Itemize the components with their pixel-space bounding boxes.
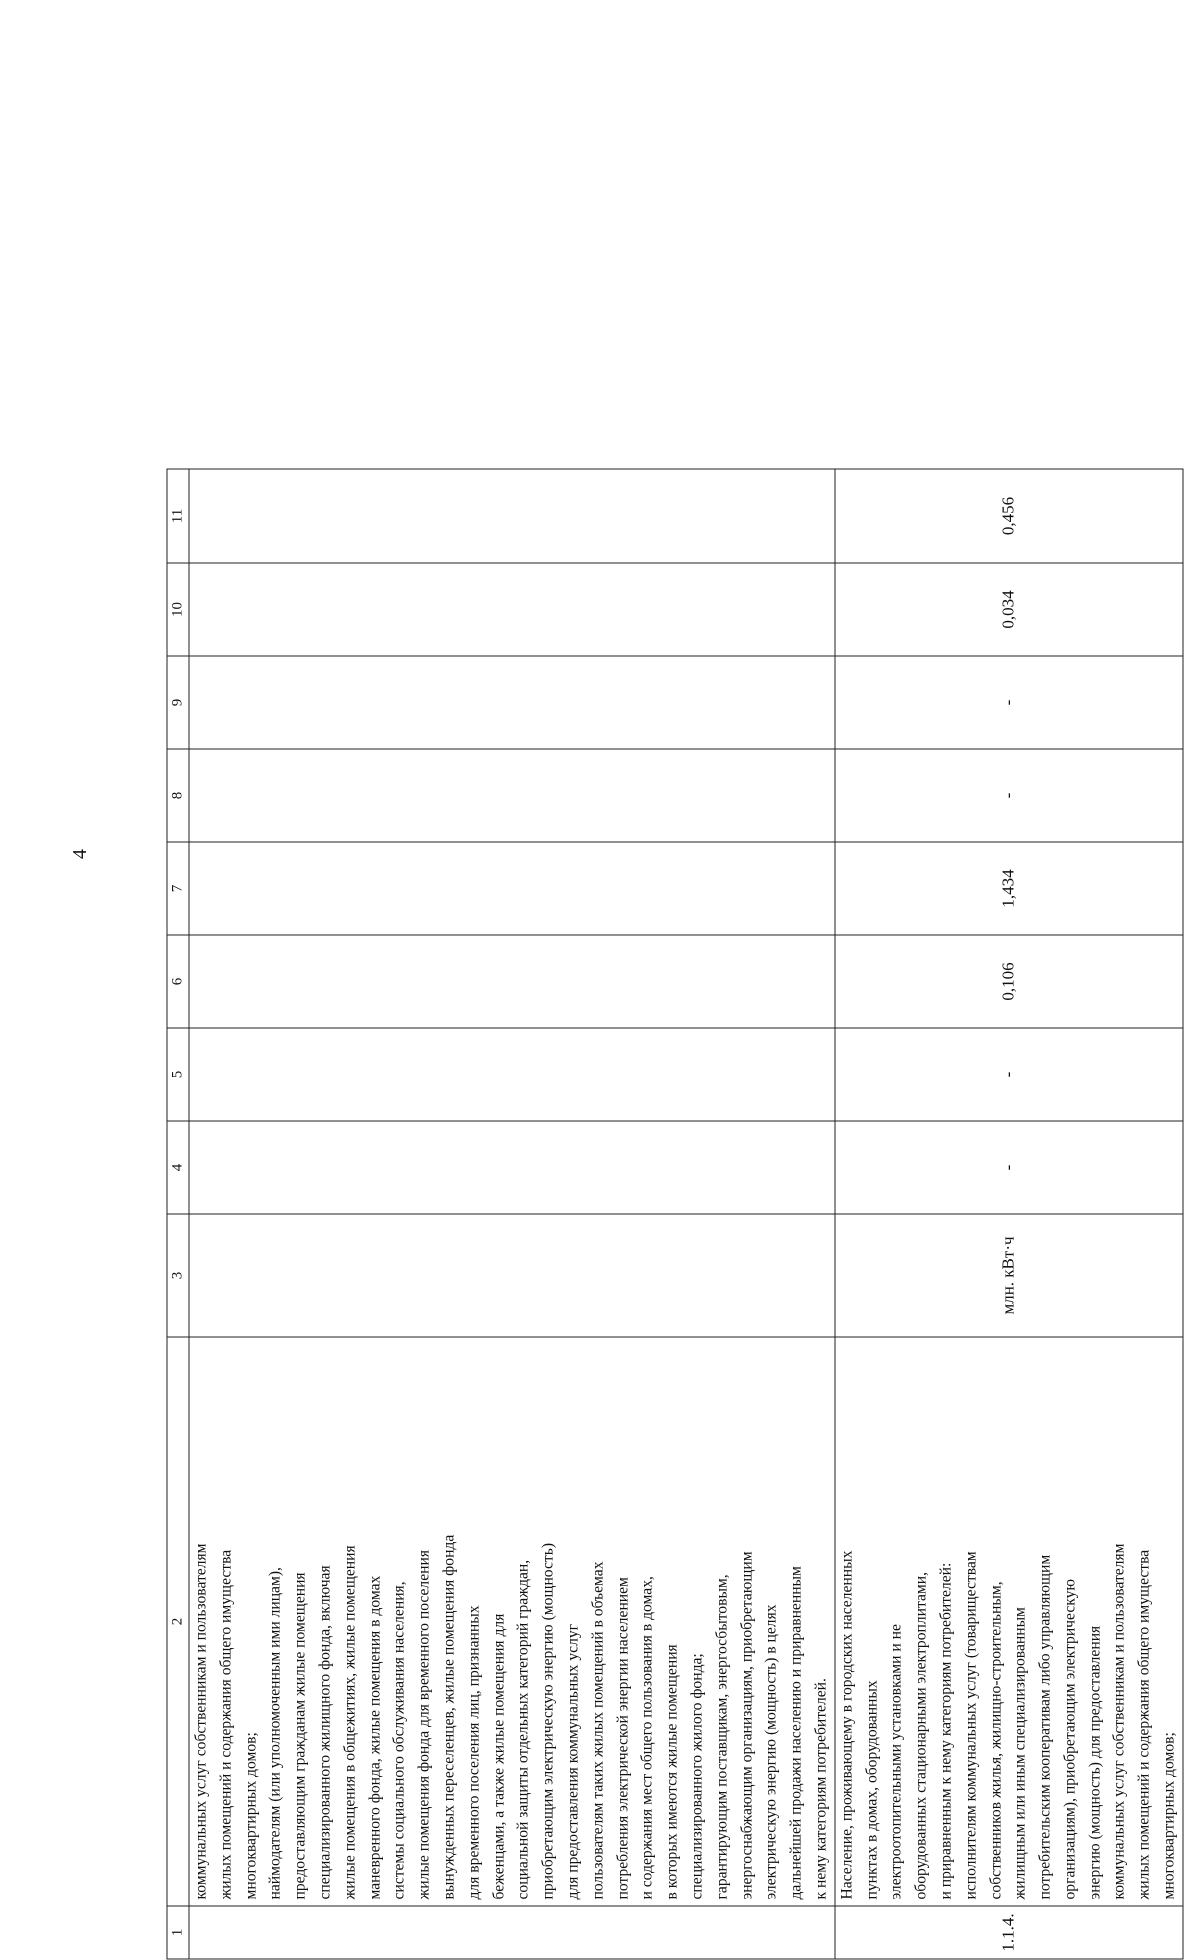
value-cell: 0,106 <box>835 935 1183 1028</box>
value-cell <box>189 749 835 842</box>
description-line: электроотопительными установками и не <box>887 1624 905 1900</box>
column-number: 1 <box>167 1906 189 1959</box>
description-line: жилых помещений и содержания общего имущества <box>1135 1549 1153 1900</box>
description-line: дальнейшей продажи населению и приравненным <box>787 1566 805 1900</box>
description-line: жилые помещения фонда для временного поселения <box>415 1550 433 1900</box>
column-number: 2 <box>167 1337 189 1906</box>
description-line: многоквартирных домов; <box>242 1732 260 1900</box>
column-number: 8 <box>167 749 189 842</box>
value-cell: 1,434 <box>835 842 1183 935</box>
description-line: пунктах в домах, оборудованных <box>863 1680 881 1900</box>
description-line: специализированного жилого фонда; <box>688 1653 706 1900</box>
description-line: многоквартирных домов; <box>1160 1732 1178 1900</box>
rotated-table-sheet <box>167 472 1178 1960</box>
value-cell <box>189 563 835 656</box>
column-number: 10 <box>167 563 189 656</box>
table-row-continuation <box>189 469 835 1959</box>
column-number: 5 <box>167 1028 189 1121</box>
column-number: 9 <box>167 656 189 749</box>
value-cell <box>189 1121 835 1214</box>
value-cell <box>189 469 835 563</box>
value-cell <box>189 842 835 935</box>
table-row-1-1-4 <box>835 469 1183 1959</box>
description-line: электрическую энергию (мощность) в целях <box>762 1604 780 1900</box>
description-line: для временного поселения лиц, признанных <box>465 1605 483 1900</box>
description-line: и приравненным к нему категориям потребителей: <box>937 1562 955 1900</box>
column-number: 6 <box>167 935 189 1028</box>
value-cell: - <box>835 1121 1183 1214</box>
value-cell <box>189 1028 835 1121</box>
description-line: энергоснабжающим организациям, приобретающим <box>738 1551 756 1900</box>
row-description <box>835 1337 1183 1906</box>
column-number: 7 <box>167 842 189 935</box>
description-line: оборудованных стационарными электроплитами, <box>912 1571 930 1900</box>
description-line: собственников жилья, жилищно-строительным, <box>987 1581 1004 1900</box>
description-line: маневренного фонда, жилые помещения в домах <box>366 1575 384 1900</box>
description-line: наймодателям (или уполномоченным ими лицам), <box>266 1567 284 1900</box>
description-line: коммунальных услуг собственникам и пользователям <box>192 1543 210 1900</box>
description-line: потребления электрической энергии населением <box>614 1577 632 1900</box>
row-description <box>189 1337 835 1906</box>
column-number: 3 <box>167 1214 189 1337</box>
description-line: в которых имеются жилые помещения <box>663 1644 681 1900</box>
column-number: 4 <box>167 1121 189 1214</box>
tariff-table <box>167 469 1184 1960</box>
row-number: 1.1.4. <box>835 1906 1183 1959</box>
description-line: и содержания мест общего пользования в домах, <box>638 1576 656 1900</box>
description-line: жилищным или иным специализированным <box>1011 1607 1029 1900</box>
description-line: предоставляющим гражданам жилые помещения <box>291 1572 309 1900</box>
description-line: гарантирующим поставщикам, энергосбытовым, <box>713 1574 731 1900</box>
description-line: исполнителям коммунальных услуг (товариществам <box>962 1551 980 1900</box>
description-line: для предоставления коммунальных услуг <box>564 1623 582 1900</box>
value-cell <box>189 656 835 749</box>
description-line: жилых помещений и содержания общего имущества <box>217 1549 235 1900</box>
unit-cell <box>189 1214 835 1337</box>
description-line: коммунальных услуг собственникам и пользователям <box>1110 1543 1128 1900</box>
description-line: потребительским кооперативам либо управляющим <box>1036 1554 1054 1900</box>
value-cell: - <box>835 656 1183 749</box>
value-cell: - <box>835 749 1183 842</box>
value-cell <box>189 935 835 1028</box>
column-number: 11 <box>167 469 189 563</box>
row-number <box>189 1906 835 1959</box>
column-number-row <box>167 469 189 1959</box>
description-line: к нему категориям потребителей. <box>812 1678 830 1900</box>
description-line: Население, проживающему в городских населенных <box>838 1550 856 1900</box>
description-line: беженцами, а также жилые помещения для <box>490 1613 508 1900</box>
unit-cell: млн. кВт·ч <box>835 1214 1183 1337</box>
description-line: организациям), приобретающим электрическую <box>1061 1578 1079 1900</box>
page-number: 4 <box>69 849 91 859</box>
description-line: пользователям таких жилых помещений в объемах <box>589 1561 607 1900</box>
value-cell: 0,456 <box>835 469 1183 563</box>
value-cell: 0,034 <box>835 563 1183 656</box>
description-line: социальной защиты отдельных категорий граждан, <box>514 1559 532 1900</box>
description-line: приобретающим электрическую энергию (мощность) <box>539 1542 557 1900</box>
description-line: энергию (мощность) для предоставления <box>1086 1625 1104 1900</box>
value-cell: - <box>835 1028 1183 1121</box>
description-line: жилые помещения в общежитиях, жилые помещения <box>341 1545 359 1900</box>
description-line: специализированного жилищного фонда, включая <box>316 1565 334 1900</box>
description-line: системы социального обслуживания населения, <box>390 1581 408 1900</box>
description-line: вынужденных переселенцев, жилые помещения фонда <box>440 1534 458 1900</box>
